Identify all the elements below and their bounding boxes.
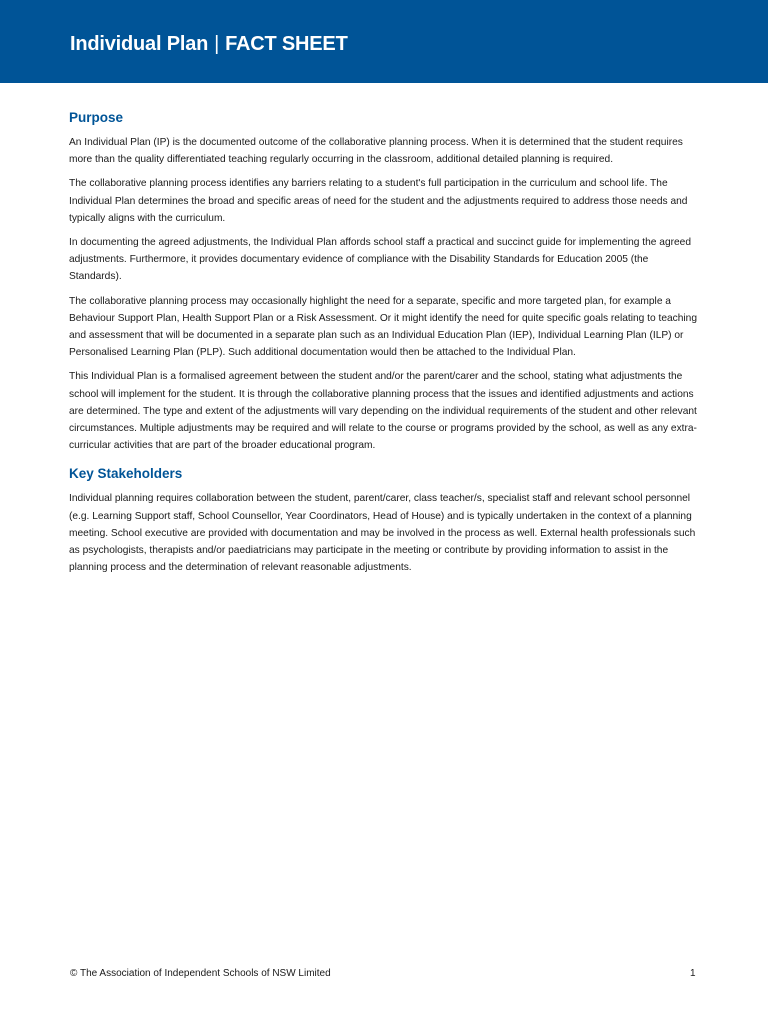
purpose-heading: Purpose	[69, 110, 124, 125]
stakeholders-paragraph-1: Individual planning requires collaboration between the student, parent/carer, class teacher/s, specialist staff and relevant school personnel (e.g. Learning Support staff, School Counsellor, Year Coordinators, Head of House) and is typically undertaken in the context of a planning meeting. School executive are provided with documentation and may be involved in the process as well. External health professionals such as psychologists, therapists and/or paediatricians may participate in the meeting or contribute by providing information to assist in the planning process and the determination of relevant reasonable adjustments.	[69, 493, 696, 574]
title-subtitle: FACT SHEET	[225, 33, 348, 55]
purpose-paragraph-3: In documenting the agreed adjustments, the Individual Plan affords school staff a practical and succinct guide for implementing the agreed adjustments. Furthermore, it provides documentary evidence of compliance with the Disability Standards for Education 2005 (the Standards).	[69, 237, 692, 283]
purpose-paragraph-5: This Individual Plan is a formalised agreement between the student and/or the parent/carer and the school, stating what adjustments the school will implement for the student. It is through the collaborative planning process that the issues and identified adjustments and actions are determined. The type and extent of the adjustments will vary depending on the individual requirements of the student and other relevant circumstances. Multiple adjustments may be required and will relate to the course or programs provided by the school, as well as any extra-curricular activities that are part of the broader educational program.	[69, 371, 697, 452]
document-title	[70, 33, 348, 56]
footer-copyright: © The Association of Independent Schools of NSW Limited	[70, 968, 331, 979]
stakeholders-heading: Key Stakeholders	[69, 466, 183, 482]
purpose-paragraph-1: An Individual Plan (IP) is the documented outcome of the collaborative planning process. When it is determined that the student requires more than the quality differentiated teaching regularly occurring in the classroom, additional detailed planning is required.	[69, 137, 683, 166]
purpose-paragraph-2: The collaborative planning process identifies any barriers relating to a student's full participation in the curriculum and school life. The Individual Plan determines the broad and specific areas of need for the student and the adjustments required to address those needs and typically aligns with the curriculum.	[69, 178, 688, 224]
title-separator: |	[214, 33, 220, 55]
page-number: 1	[690, 968, 696, 979]
title-main: Individual Plan	[70, 33, 209, 55]
purpose-paragraph-4: The collaborative planning process may occasionally highlight the need for a separate, specific and more targeted plan, for example a Behaviour Support Plan, Health Support Plan or a Risk Assessment. Or it might identify the need for quite specific goals relating to teaching and assessment that will be documented in a separate plan such as an Individual Education Plan (IEP), Individual Learning Plan (ILP) or Personalised Learning Plan (PLP). Such additional documentation would then be attached to the Individual Plan.	[69, 295, 698, 359]
header-bar	[0, 0, 768, 83]
document-body	[69, 110, 699, 583]
